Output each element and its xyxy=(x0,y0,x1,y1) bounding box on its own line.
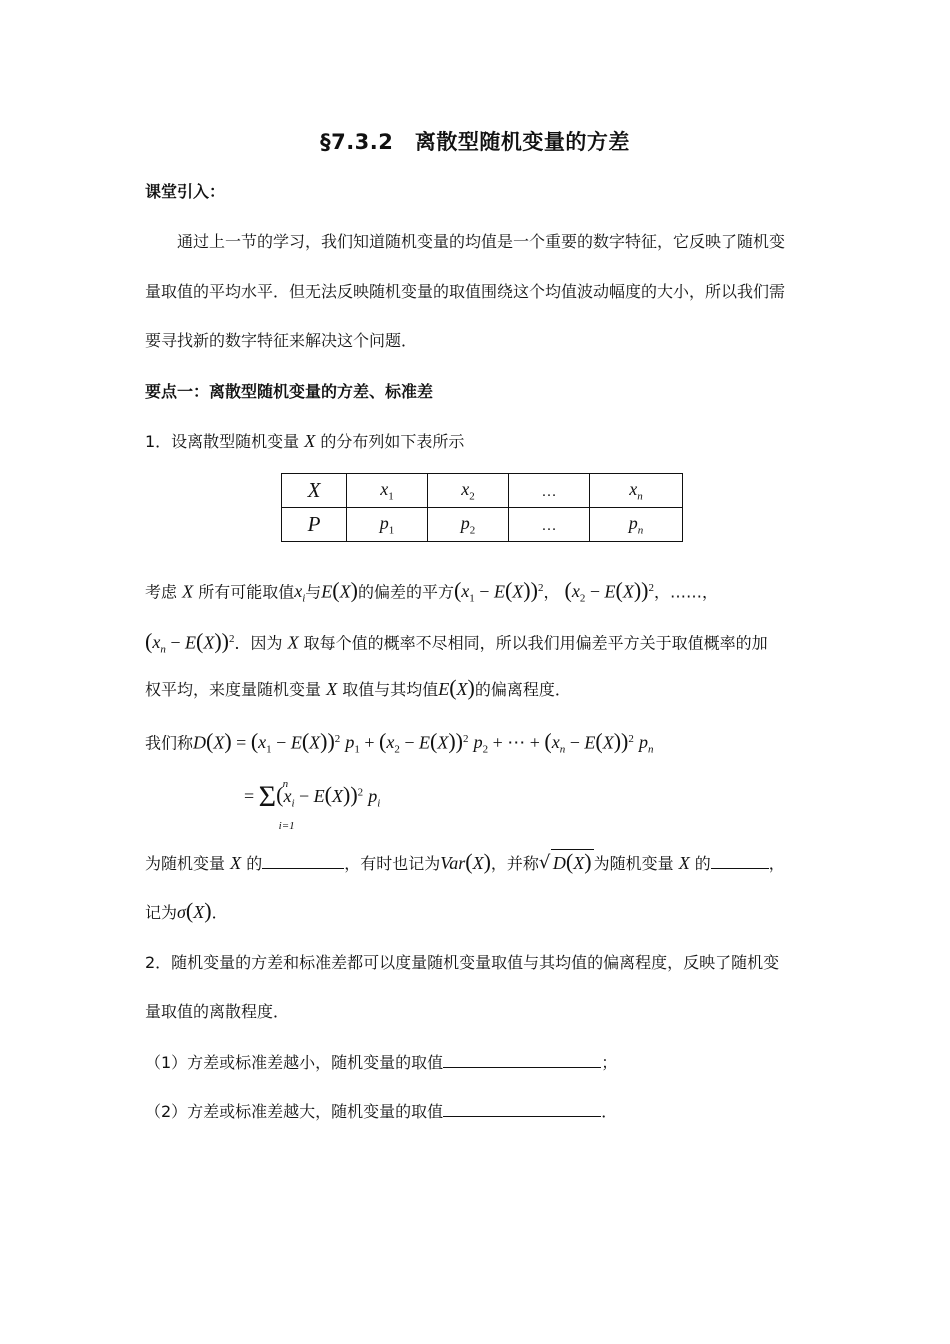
item1-line xyxy=(145,429,810,454)
variance-naming-line: 为随机变量 X 的 ，有时也记为Var(X)，并称 √ D(X) 为随机变量 X 的 ， xyxy=(145,849,785,874)
variance-sum-form: = Σ n i=1 $(x_i - E(X))^2$ $p_i$ xyxy=(244,778,381,832)
blank-std-dev[interactable] xyxy=(711,852,769,869)
point1-heading: 要点一：离散型随机变量的方差、标准差 xyxy=(145,382,434,401)
intro-heading: 课堂引入： xyxy=(145,182,226,201)
item2-line-2: 量取值的离散程度． xyxy=(145,1002,290,1021)
item2-sub1: （1）方差或标准差越小，随机变量的取值 ； xyxy=(145,1053,618,1072)
item2-line-1: 2．随机变量的方差和标准差都可以度量随机变量取值与其均值的偏离程度，反映了随机变 xyxy=(145,953,780,972)
para-line-3: 权平均，来度量随机变量 X 取值与其均值E(X)的偏离程度． xyxy=(145,675,571,700)
table-cell: … xyxy=(509,508,590,542)
table-cell: $x_2$ xyxy=(428,474,509,508)
table-cell: $x_1$ xyxy=(347,474,428,508)
table-cell: $x_n$ xyxy=(590,474,683,508)
page-title: §7.3.2 离散型随机变量的方差 xyxy=(320,130,630,154)
table-cell: $p_n$ xyxy=(590,508,683,542)
distribution-table xyxy=(281,473,683,542)
item1-prefix: 1．设离散型随机变量 xyxy=(145,432,300,451)
intro-line-1: 通过上一节的学习，我们知道随机变量的均值是一个重要的数字特征，它反映了随机变 xyxy=(177,232,786,251)
table-cell: $p_2$ xyxy=(428,508,509,542)
blank-variance[interactable] xyxy=(262,852,344,869)
sigma-notation-line: 记为σ(X)． xyxy=(145,898,228,923)
item2-sub2: （2）方差或标准差越大，随机变量的取值 ． xyxy=(145,1102,618,1121)
intro-line-3: 要寻找新的数字特征来解决这个问题． xyxy=(145,331,418,350)
intro-line-2: 量取值的平均水平．但无法反映随机变量的取值围绕这个均值波动幅度的大小，所以我们需 xyxy=(145,282,786,301)
item1-suffix: 的分布列如下表所示 xyxy=(320,432,465,451)
blank-smaller[interactable] xyxy=(443,1051,601,1068)
table-header-x: X xyxy=(282,474,347,508)
var-x: X xyxy=(304,431,316,451)
para-line-1: 考虑 X 所有可能取值$x_i$与E(X)的偏差的平方$(x_1 - E(X))^2$， $(x_2 - E(X))^2$，……， xyxy=(145,577,719,605)
table-header-p: P xyxy=(282,508,347,542)
sqrt-symbol: √ D(X) xyxy=(538,849,592,874)
blank-larger[interactable] xyxy=(443,1100,601,1117)
para-line-2: $(x_n - E(X))^2$．因为 X 取每个值的概率不尽相同，所以我们用偏差平方关于取值概率的加 xyxy=(145,628,768,656)
table-cell: … xyxy=(509,474,590,508)
table-row xyxy=(282,474,683,508)
variance-definition: 我们称$D(X) = (x_1 - E(X))^2$ $p_1 + (x_2 - E(X))^2$ $p_2$ + ⋯ + $(x_n - E(X))^2$ $p_n$ xyxy=(145,728,654,756)
table-row xyxy=(282,508,683,542)
sum-symbol: Σ n i=1 xyxy=(258,778,295,832)
table-cell: $p_1$ xyxy=(347,508,428,542)
